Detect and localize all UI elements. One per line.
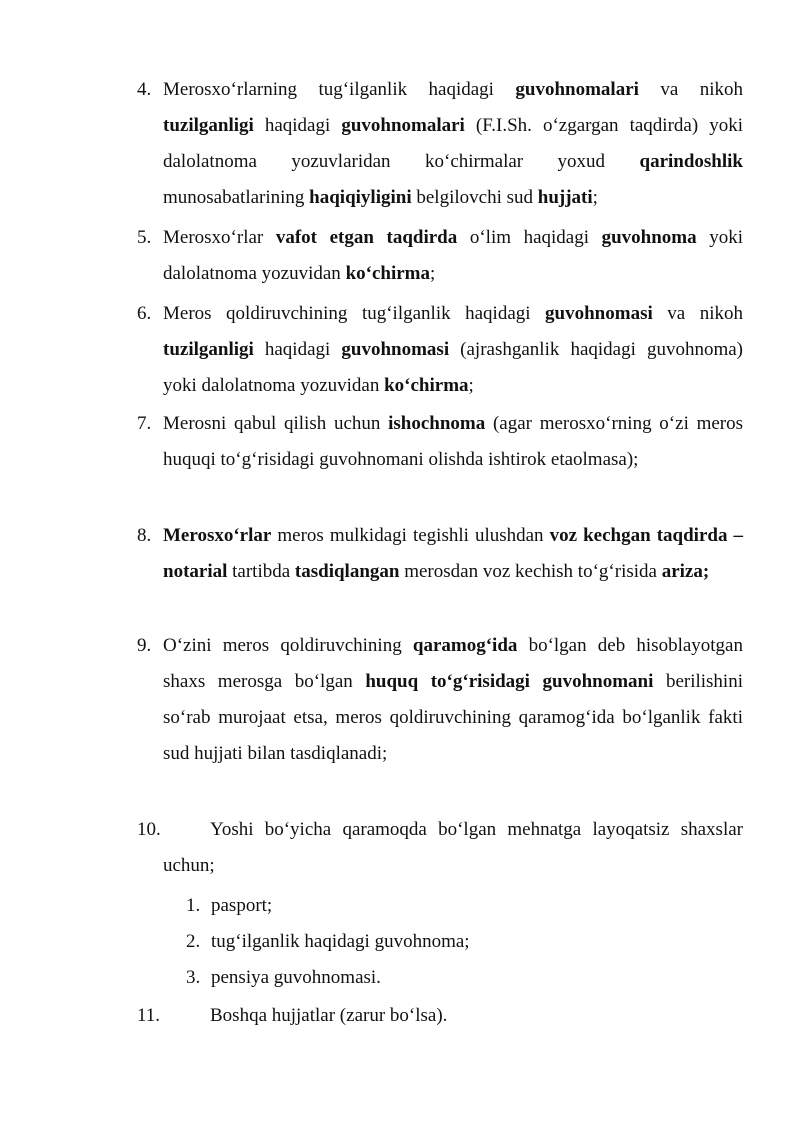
sub-list-item-1 xyxy=(186,888,686,924)
sub-list-item-3 xyxy=(186,960,686,996)
bold-text: huquq toʻgʻrisidagi guvohnomani xyxy=(365,671,654,692)
list-number: 7. xyxy=(137,413,152,434)
bold-text: guvohnomasi xyxy=(341,339,450,360)
bold-text: tuzilganligi xyxy=(163,339,254,360)
bold-text: guvohnomalari xyxy=(341,115,465,136)
list-item-5 xyxy=(137,220,743,292)
list-number: 4. xyxy=(137,79,152,100)
bold-text: koʻchirma xyxy=(384,375,469,396)
list-number: 6. xyxy=(137,303,152,324)
sub-list-item-text: pasport; xyxy=(211,895,273,916)
bold-text: vafot etgan taqdirda xyxy=(275,227,458,248)
bold-text: qarindoshlik xyxy=(639,151,743,172)
sub-list-number: 1. xyxy=(186,895,201,916)
list-item-text: Yoshi boʻyicha qaramoqda boʻlgan mehnatga layoqatsiz shaxslar uchun; xyxy=(163,819,743,876)
bold-text: haqiqiyligini xyxy=(309,187,412,208)
bold-text: tasdiqlangan xyxy=(294,561,400,582)
list-item-7 xyxy=(137,406,743,478)
list-item-text: Merosxoʻrlarning tugʻilganlik haqidagi guvohnomalari va nikoh tuzilganligi haqidagi guvohnomalari (F.I.Sh. oʻzgargan taqdirda) yoki dalolatnoma yozuvlaridan koʻchirmalar yoxud qarindoshlik munosabatlarining haqiqiyligini belgilovchi sud hujjati; xyxy=(163,79,743,208)
list-number: 11. xyxy=(137,1005,161,1026)
list-item-text: Oʻzini meros qoldiruvchining qaramogʻida boʻlgan deb hisoblayotgan shaxs merosga boʻlgan huquq toʻgʻrisidagi guvohnomani berilishini soʻrab murojaat etsa, meros qoldiruvchining qaramogʻida boʻlganlik fakti sud hujjati bilan tasdiqlanadi; xyxy=(163,635,743,764)
list-number: 9. xyxy=(137,635,152,656)
bold-text: guvohnomasi xyxy=(545,303,653,324)
list-item-4 xyxy=(137,72,743,216)
list-item-text: Merosxoʻrlar meros mulkidagi tegishli ulushdan voz kechgan taqdirda – notarial tartibda tasdiqlangan merosdan voz kechish toʻgʻrisida ariza; xyxy=(163,525,743,582)
list-number: 8. xyxy=(137,525,152,546)
sub-list-item-text: pensiya guvohnomasi. xyxy=(211,967,381,988)
sub-list-item-text: tugʻilganlik haqidagi guvohnoma; xyxy=(211,931,470,952)
list-item-text: Merosxoʻrlar vafot etgan taqdirda oʻlim haqidagi guvohnoma yoki dalolatnoma yozuvidan koʻchirma; xyxy=(163,227,744,284)
list-item-6 xyxy=(137,296,743,404)
list-item-10 xyxy=(137,812,743,884)
list-item-text: Boshqa hujjatlar (zarur boʻlsa). xyxy=(210,1005,448,1026)
bold-text: ariza; xyxy=(661,561,710,582)
bold-text: tuzilganligi xyxy=(163,115,254,136)
bold-text: hujjati xyxy=(537,187,593,208)
sub-list-number: 2. xyxy=(186,931,201,952)
list-item-text: Meros qoldiruvchining tugʻilganlik haqidagi guvohnomasi va nikoh tuzilganligi haqidagi guvohnomasi (ajrashganlik haqidagi guvohnoma) yoki dalolatnoma yozuvidan koʻchirma; xyxy=(163,303,743,396)
list-item-11 xyxy=(137,998,743,1034)
bold-text: koʻchirma xyxy=(345,263,430,284)
sub-list-item-2 xyxy=(186,924,686,960)
bold-text: Merosxoʻrlar xyxy=(163,525,272,546)
bold-text: qaramogʻida xyxy=(412,635,518,656)
list-item-text: Merosni qabul qilish uchun ishochnoma (agar merosxoʻrning oʻzi meros huquqi toʻgʻrisidagi guvohnomani olishda ishtirok etaolmasa); xyxy=(163,413,744,470)
list-number: 10. xyxy=(137,819,161,840)
bold-text: ishochnoma xyxy=(388,413,486,434)
list-number: 5. xyxy=(137,227,152,248)
bold-text: guvohnoma xyxy=(601,227,697,248)
list-item-9 xyxy=(137,628,743,772)
bold-text: guvohnomalari xyxy=(515,79,639,100)
bold-text: voz kechgan taqdirda – notarial xyxy=(163,525,743,582)
sub-list-number: 3. xyxy=(186,967,201,988)
list-item-8 xyxy=(137,518,743,590)
